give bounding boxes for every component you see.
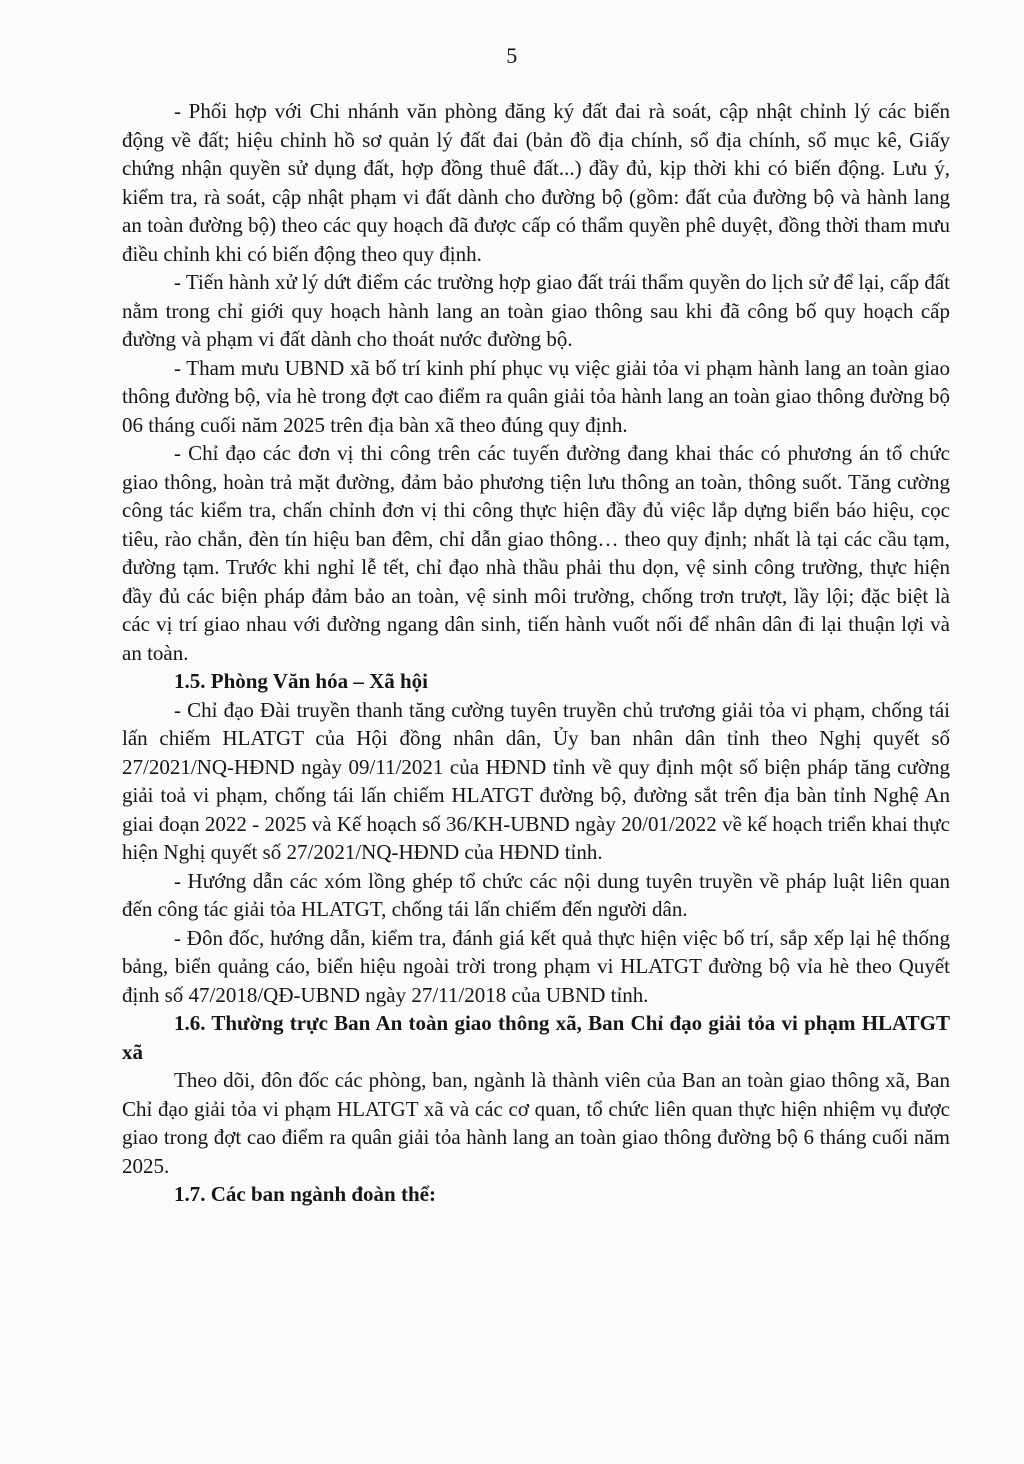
paragraph-land-violations: - Tiến hành xử lý dứt điểm các trường hợp giao đất trái thẩm quyền do lịch sử để lại, cấp đất nằm trong chỉ giới quy hoạch hành lang an toàn giao thông sau khi đã công bố quy hoạch cấp đường và phạm vi đất dành cho thoát nước đường bộ.	[122, 270, 950, 351]
section-heading-mass-organizations: 1.7. Các ban ngành đoàn thể:	[174, 1182, 436, 1206]
paragraph-funding: - Tham mưu UBND xã bố trí kinh phí phục vụ việc giải tỏa vi phạm hành lang an toàn giao thông đường bộ, vỉa hè trong đợt cao điểm ra quân giải tỏa hành lang an toàn giao thông đường bộ 06 tháng cuối năm 2025 trên địa bàn xã theo đúng quy định.	[122, 355, 950, 437]
paragraph-radio-propaganda: - Chỉ đạo Đài truyền thanh tăng cường tuyên truyền chủ trương giải tỏa vi phạm, chống tái lấn chiếm HLATGT của Hội đồng nhân dân, Ủy ban nhân dân tỉnh theo Nghị quyết số 27/2021/NQ-HĐND ngày 09/11/2021 của HĐND tỉnh về quy định một số biện pháp tăng cường giải toả vi phạm, chống tái lấn chiếm HLATGT đường bộ, đường sắt trên địa bàn tỉnh Nghệ An giai đoạn 2022 - 2025 và Kế hoạch số 36/KH-UBND ngày 20/01/2022 về kế hoạch triển khai thực hiện Nghị quyết số 27/2021/NQ-HĐND của HĐND tỉnh.	[122, 697, 950, 864]
paragraph-signboards: - Đôn đốc, hướng dẫn, kiểm tra, đánh giá kết quả thực hiện việc bố trí, sắp xếp lại hệ thống bảng, biển quảng cáo, biển hiệu ngoài trời trong phạm vi HLATGT đường bộ vỉa hè theo Quyết định số 47/2018/QĐ-UBND ngày 27/11/2018 của UBND tỉnh.	[122, 925, 950, 1007]
paragraph-monitoring: Theo dõi, đôn đốc các phòng, ban, ngành là thành viên của Ban an toàn giao thông xã, Ban Chỉ đạo giải tỏa vi phạm HLATGT xã và các cơ quan, tổ chức liên quan thực hiện nhiệm vụ được giao trong đợt cao điểm ra quân giải tỏa hành lang an toàn giao thông đường bộ 6 tháng cuối năm 2025.	[122, 1068, 950, 1178]
paragraph-land-records: - Phối hợp với Chi nhánh văn phòng đăng ký đất đai rà soát, cập nhật chỉnh lý các biến động về đất; hiệu chỉnh hồ sơ quản lý đất đai (bản đồ địa chính, sổ địa chính, sổ mục kê, Giấy chứng nhận quyền sử dụng đất, hợp đồng thuê đất...) đầy đủ, kịp thời khi có biến động. Lưu ý, kiểm tra, rà soát, cập nhật phạm vi đất dành cho đường bộ (gồm: đất của đường bộ và hành lang an toàn đường bộ) theo các quy hoạch đã được cấp có thẩm quyền phê duyệt, đồng thời tham mưu điều chỉnh khi có biến động theo quy định.	[122, 99, 950, 266]
section-heading-culture-society: 1.5. Phòng Văn hóa – Xã hội	[174, 669, 429, 693]
page-number: 5	[506, 43, 518, 68]
section-heading-traffic-safety-board: 1.6. Thường trực Ban An toàn giao thông xã, Ban Chỉ đạo giải tỏa vi phạm HLATGT xã	[122, 1011, 950, 1064]
paragraph-hamlet-guidance: - Hướng dẫn các xóm lồng ghép tổ chức các nội dung tuyên truyền về pháp luật liên quan đến công tác giải tỏa HLATGT, chống tái lấn chiếm đến người dân.	[122, 868, 950, 921]
paragraph-construction-units: - Chỉ đạo các đơn vị thi công trên các tuyến đường đang khai thác có phương án tổ chức giao thông, hoàn trả mặt đường, đảm bảo phương tiện lưu thông an toàn, thông suốt. Tăng cường công tác kiểm tra, chấn chỉnh đơn vị thi công thực hiện đầy đủ việc lắp dựng biển báo hiệu, cọc tiêu, rào chắn, đèn tín hiệu ban đêm, chỉ dẫn giao thông… theo quy định; nhất là tại các cầu tạm, đường tạm. Trước khi nghỉ lễ tết, chỉ đạo nhà thầu phải thu dọn, vệ sinh công trường, thực hiện đầy đủ các biện pháp đảm bảo an toàn, vệ sinh môi trường, chống trơn trượt, lầy lội; đặc biệt là các vị trí giao nhau với đường ngang dân sinh, tiến hành vuốt nối để nhân dân đi lại thuận lợi và an toàn.	[122, 441, 950, 665]
document-body	[122, 97, 950, 1209]
